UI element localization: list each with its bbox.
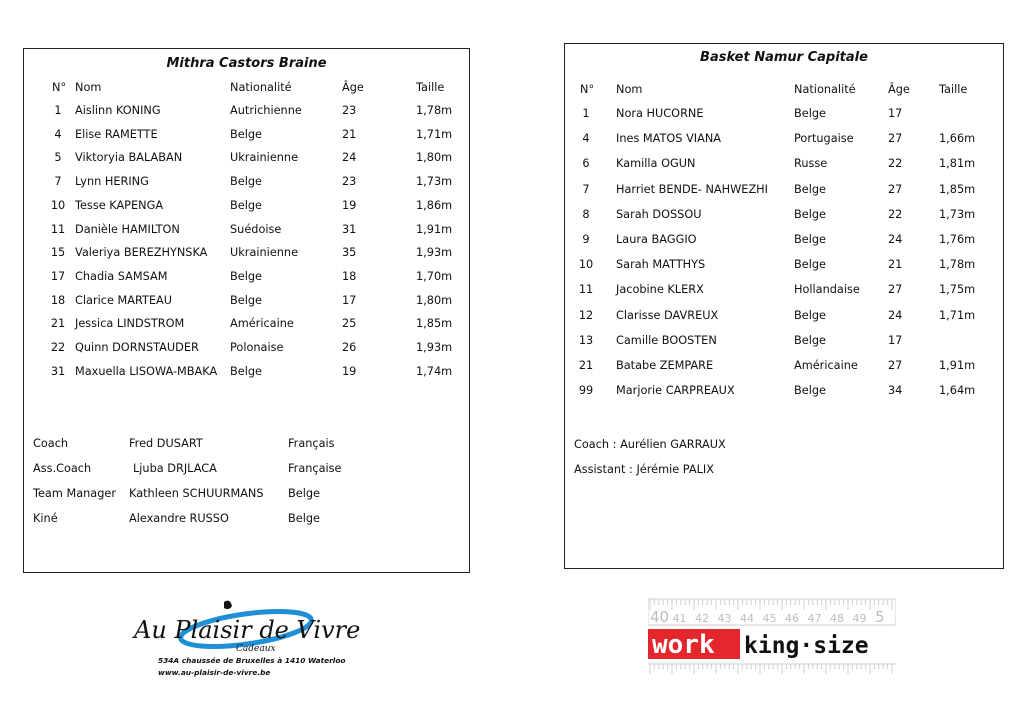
staff-row [24,487,469,503]
player-height: 1,78m [416,104,453,117]
player-nationality: Belge [230,364,262,378]
player-row [565,208,1003,226]
player-age: 19 [342,364,357,378]
ruler-number: 41 [672,612,687,625]
player-nationality: Belge [794,258,826,272]
player-age: 24 [342,151,357,165]
player-row [24,199,469,217]
player-age: 24 [888,308,903,322]
ruler-number: 5 [875,608,885,626]
ruler-number: 47 [807,612,822,625]
player-age: 22 [888,207,903,221]
player-number: 7 [54,175,62,189]
player-number: 99 [578,384,594,398]
header-name: Nom [75,81,102,94]
staff-nationality: Belge [288,512,320,525]
player-number: 15 [50,246,66,260]
player-name: Lynn HERING [75,175,149,189]
player-name: Marjorie CARPREAUX [616,384,735,398]
player-name: Quinn DORNSTAUDER [75,341,199,354]
team-panel-namur [564,43,1004,569]
ruler-number: 45 [762,612,777,625]
player-number: 9 [582,233,590,246]
player-name: Nora HUCORNE [616,107,704,120]
player-number: 7 [582,182,590,196]
player-age: 23 [342,175,357,189]
player-height: 1,86m [416,198,453,212]
player-name: Sarah DOSSOU [616,207,702,221]
player-age: 27 [888,359,903,372]
player-age: 34 [888,384,903,398]
player-row [565,233,1003,251]
player-height: 1,91m [939,359,976,372]
player-age: 27 [888,182,903,196]
player-height: 1,93m [416,341,453,354]
player-name: Harriet BENDE- NAHWEZHI [616,182,769,196]
player-name: Viktoryia BALABAN [75,151,183,165]
header-nationality: Nationalité [794,83,856,96]
header-height: Taille [416,81,445,94]
player-nationality: Américaine [230,317,294,331]
player-height: 1,71m [416,127,453,141]
player-name: Ines MATOS VIANA [616,132,722,146]
team-title: Basket Namur Capitale [700,50,868,65]
sponsor-logo-workingsize [648,598,896,676]
roster-header [24,81,469,99]
player-row [24,175,469,193]
sponsor-website: www.au-plaisir-de-vivre.be [158,668,271,677]
player-nationality: Russe [794,157,828,171]
player-number: 5 [54,151,62,165]
header-age: Âge [888,83,910,96]
player-height: 1,75m [939,283,976,297]
staff-nationality: Français [288,437,335,450]
player-nationality: Belge [794,384,826,398]
player-height: 1,80m [416,151,453,165]
sponsor-logo-au-plaisir-de-vivre [128,598,368,682]
player-height: 1,91m [416,222,453,236]
player-name: Clarice MARTEAU [75,293,173,307]
player-row [565,283,1003,301]
player-nationality: Belge [794,333,826,347]
player-age: 27 [888,283,903,297]
player-nationality: Américaine [794,359,858,372]
player-name: Sarah MATTHYS [616,258,706,272]
player-age: 17 [342,293,357,307]
player-row [24,223,469,241]
player-number: 21 [50,317,66,331]
staff-name: Kathleen SCHUURMANS [129,487,264,500]
player-row [565,258,1003,276]
player-row [24,246,469,264]
player-row [565,157,1003,175]
player-age: 17 [888,107,903,120]
player-age: 31 [342,222,357,236]
player-height: 1,93m [416,246,453,260]
player-number: 18 [50,293,66,307]
player-row [565,132,1003,150]
player-row [24,341,469,359]
player-number: 6 [582,157,590,171]
team-panel-mithra [23,48,470,573]
player-row [24,128,469,146]
player-nationality: Belge [230,127,262,141]
player-height: 1,73m [939,207,976,221]
player-name: Jacobine KLERX [616,283,704,297]
player-nationality: Suédoise [230,222,282,236]
player-row [565,359,1003,377]
ruler-icon [648,598,896,676]
player-name: Jessica LINDSTROM [75,317,185,331]
header-nationality: Nationalité [230,81,292,94]
staff-role: Team Manager [33,487,116,500]
player-number: 11 [578,283,594,297]
player-age: 23 [342,104,357,117]
player-nationality: Belge [794,107,826,120]
player-nationality: Belge [794,308,826,322]
brand-word-kingsize: king·size [744,633,869,659]
sponsor-address: 534A chaussée de Bruxelles à 1410 Waterloo [158,656,346,665]
player-name: Laura BAGGIO [616,233,697,246]
ruler-number: 49 [852,612,867,625]
player-number: 31 [50,364,66,378]
player-age: 18 [342,269,357,283]
player-height: 1,73m [416,175,453,189]
player-age: 21 [888,258,903,272]
player-age: 22 [888,157,903,171]
staff-nationality: Française [288,462,342,475]
player-number: 8 [582,207,590,221]
player-age: 19 [342,198,357,212]
player-number: 10 [578,258,594,272]
player-nationality: Belge [230,269,262,283]
header-name: Nom [616,83,643,96]
player-height: 1,78m [939,258,976,272]
staff-role: Kiné [33,512,58,525]
player-row [565,183,1003,201]
player-height: 1,70m [416,269,453,283]
player-nationality: Ukrainienne [230,246,299,260]
player-height: 1,64m [939,384,976,398]
player-nationality: Hollandaise [794,283,860,297]
player-row [24,151,469,169]
player-number: 11 [50,222,66,236]
player-nationality: Belge [794,207,826,221]
header-number: N° [580,83,595,96]
player-nationality: Ukrainienne [230,151,299,165]
player-row [565,309,1003,327]
player-number: 12 [578,308,594,322]
player-number: 13 [578,333,594,347]
player-nationality: Belge [230,175,262,189]
player-nationality: Belge [794,233,826,246]
player-nationality: Portugaise [794,132,854,146]
player-nationality: Polonaise [230,341,284,354]
player-number: 1 [582,107,590,120]
coach-line: Coach : Aurélien GARRAUX [574,438,726,451]
player-name: Danièle HAMILTON [75,222,180,236]
player-age: 27 [888,132,903,146]
staff-name: Ljuba DRJLACA [133,462,217,475]
player-name: Maxuella LISOWA-MBAKA [75,364,218,378]
header-height: Taille [939,83,968,96]
staff-name: Alexandre RUSSO [129,512,229,525]
ruler-number: 46 [785,612,799,625]
player-name: Aislinn KONING [75,104,161,117]
player-height: 1,80m [416,293,453,307]
player-row [24,270,469,288]
header-number: N° [52,81,67,94]
player-name: Tesse KAPENGA [75,198,164,212]
staff-row [24,512,469,528]
staff-name: Fred DUSART [129,437,203,450]
ruler-number: 48 [830,612,844,625]
player-name: Camille BOOSTEN [616,333,717,347]
ruler-number: 40 [650,608,670,626]
sponsor-tagline: Cadeaux [236,644,276,654]
player-height: 1,81m [939,157,976,171]
player-row [565,107,1003,125]
player-age: 25 [342,317,357,331]
player-number: 1 [54,104,62,117]
assistant-line: Assistant : Jérémie PALIX [574,463,714,476]
ruler-number: 44 [740,612,754,625]
sponsor-name: Au Plaisir de Vivre [134,616,361,644]
player-name: Batabe ZEMPARE [616,359,714,372]
brand-word-work: work [652,630,715,660]
player-height: 1,85m [939,182,976,196]
player-name: Kamilla OGUN [616,157,696,171]
player-name: Chadia SAMSAM [75,269,168,283]
player-nationality: Belge [230,293,262,307]
player-name: Clarisse DAVREUX [616,308,719,322]
player-number: 17 [50,269,66,283]
staff-row [24,437,469,453]
roster-header [565,83,1003,101]
player-row [24,104,469,122]
player-nationality: Belge [794,182,826,196]
staff-role: Ass.Coach [33,462,92,475]
player-nationality: Belge [230,198,262,212]
player-number: 10 [50,198,66,212]
staff-row [24,462,469,478]
player-age: 35 [342,246,357,260]
player-number: 22 [50,341,66,354]
player-height: 1,66m [939,132,976,146]
player-name: Valeriya BEREZHYNSKA [75,246,208,260]
player-row [24,317,469,335]
ruler-number: 42 [695,612,709,625]
player-height: 1,76m [939,233,976,246]
player-number: 4 [582,132,590,146]
player-age: 26 [342,341,357,354]
ruler-number: 43 [717,612,732,625]
player-age: 21 [342,127,357,141]
player-nationality: Autrichienne [230,104,302,117]
player-name: Elise RAMETTE [75,127,158,141]
player-row [24,365,469,383]
staff-role: Coach [33,437,69,450]
player-height: 1,74m [416,364,453,378]
player-row [24,294,469,312]
player-number: 4 [54,127,62,141]
player-row [565,384,1003,402]
player-height: 1,85m [416,317,453,331]
staff-nationality: Belge [288,487,320,500]
player-age: 17 [888,333,903,347]
player-number: 21 [578,359,594,372]
header-age: Âge [342,81,364,94]
team-title: Mithra Castors Braine [166,56,327,71]
player-age: 24 [888,233,903,246]
player-height: 1,71m [939,308,976,322]
player-row [565,334,1003,352]
